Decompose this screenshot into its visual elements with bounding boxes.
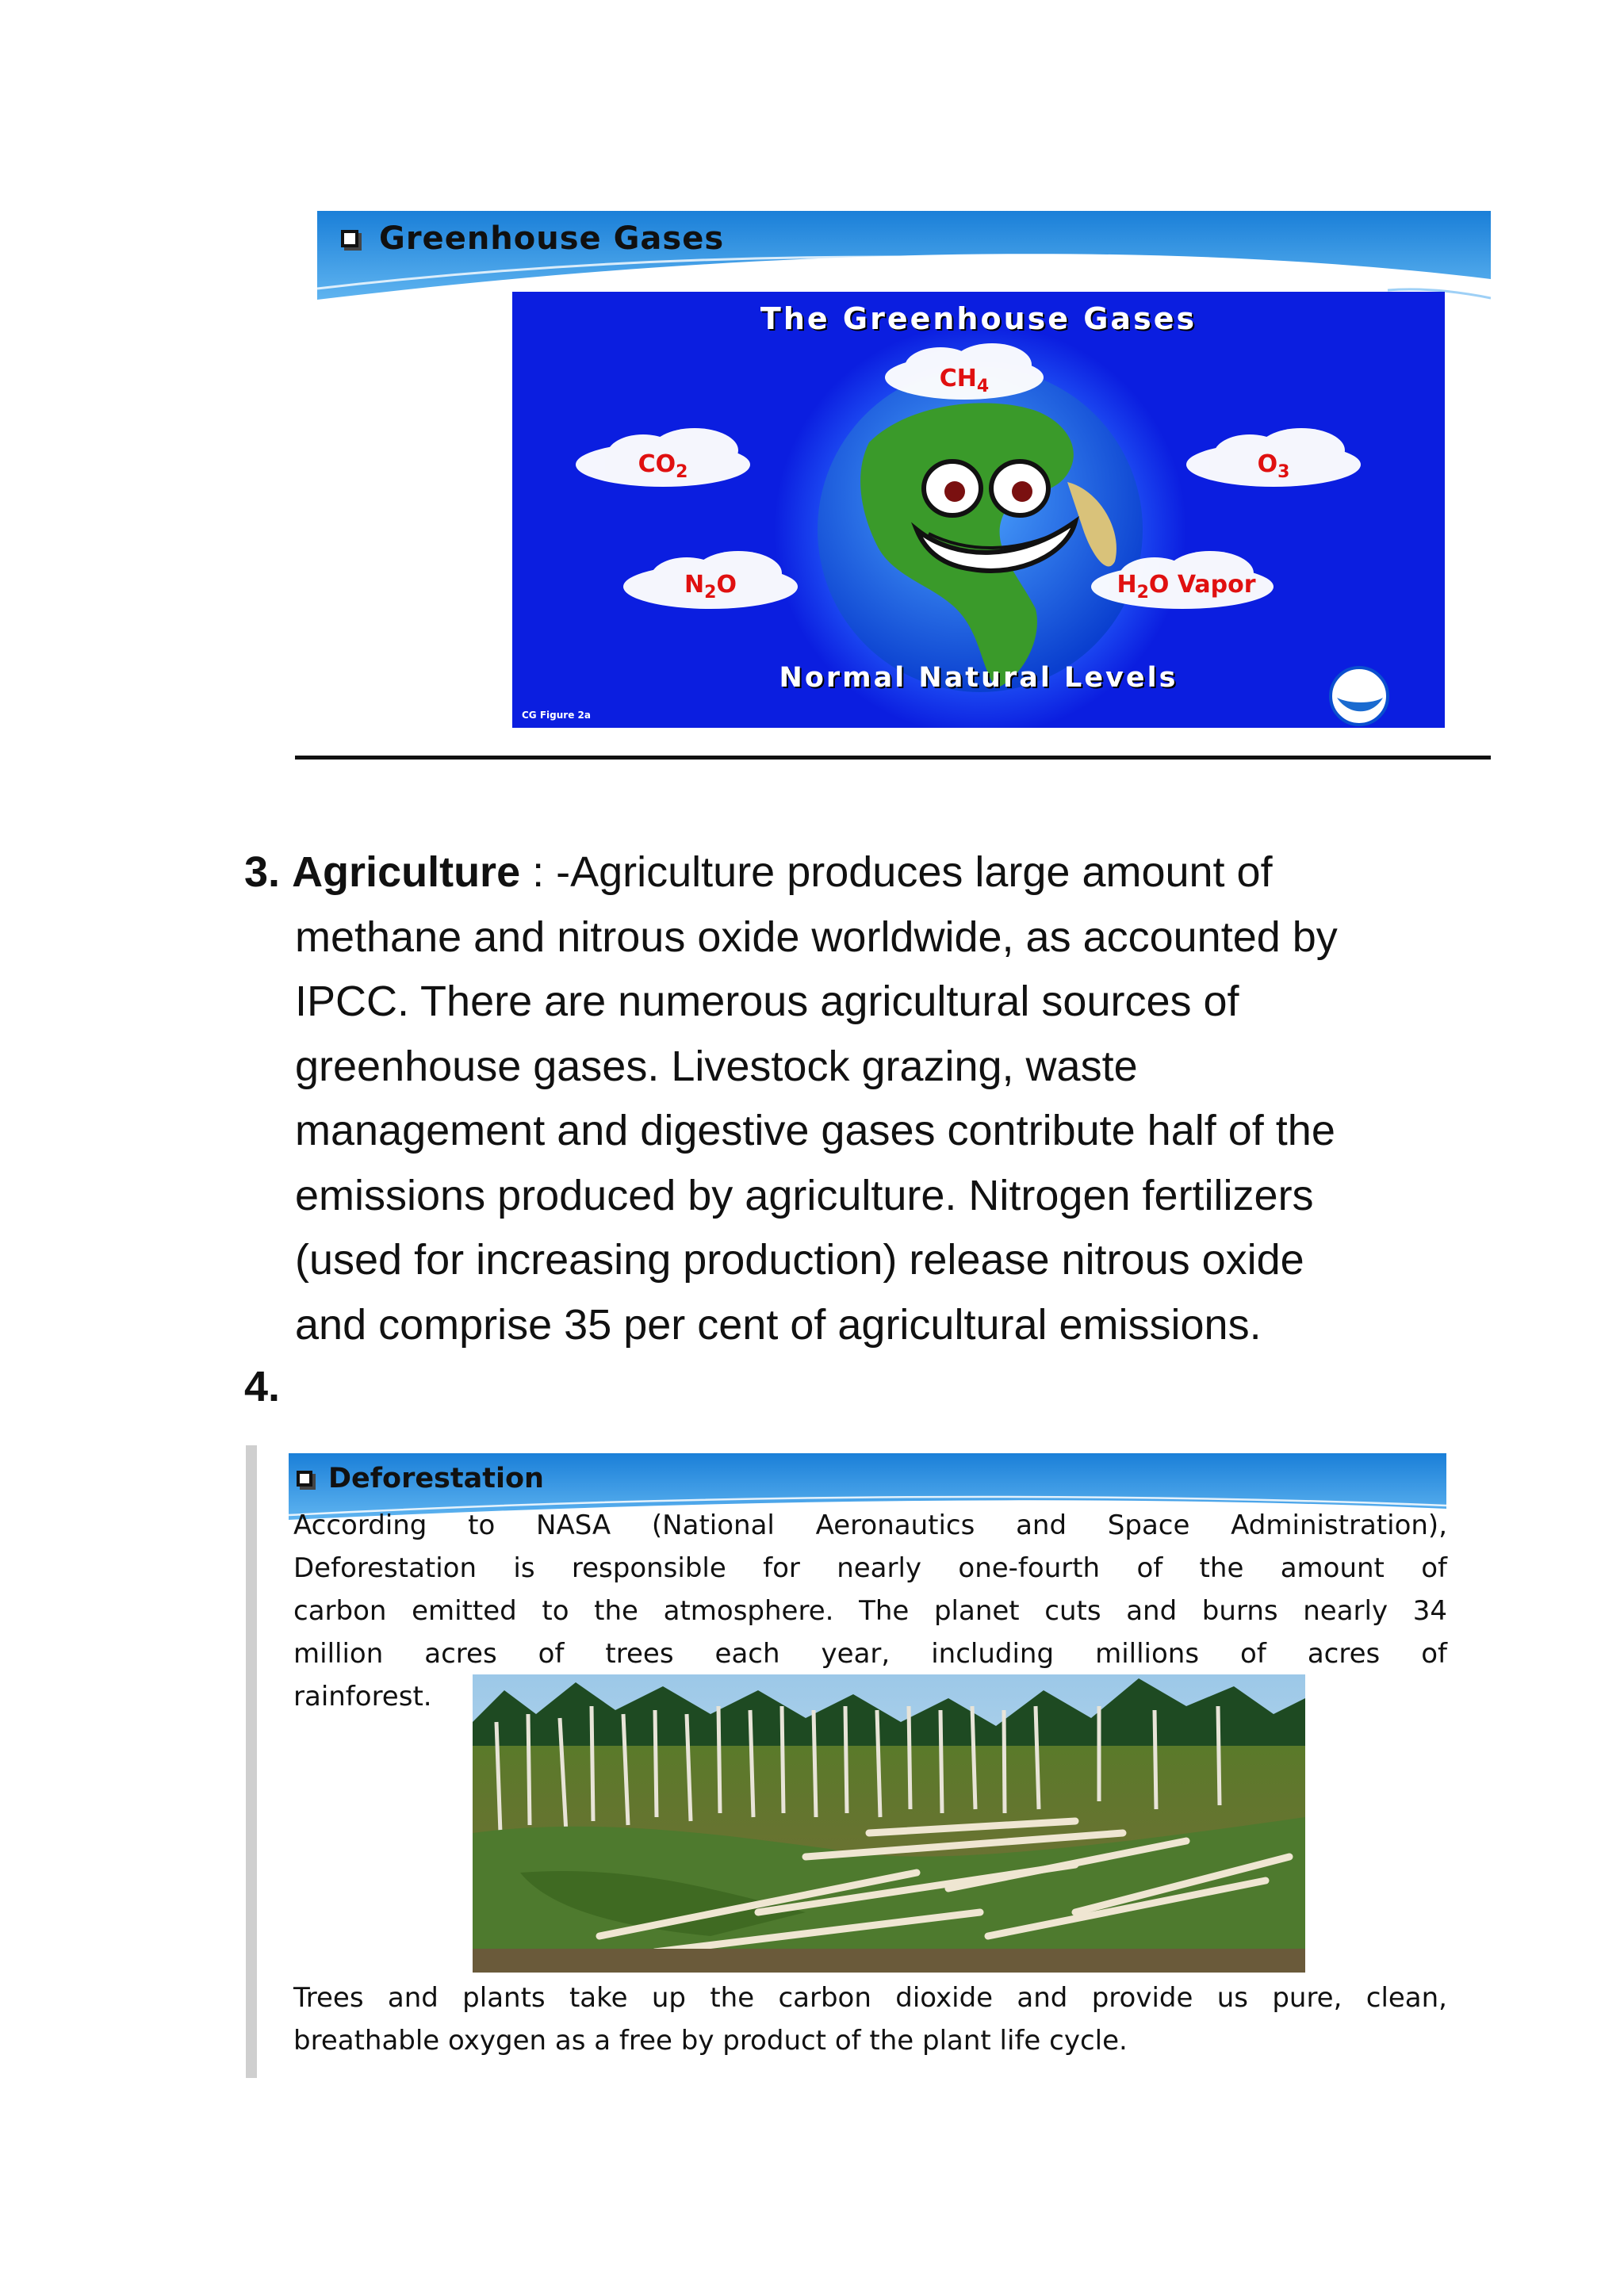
gas-label-o3: $O_3$ xyxy=(1257,450,1290,482)
agriculture-line: emissions produced by agriculture. Nitrogen fertilizers xyxy=(295,1171,1314,1219)
agriculture-line: management and digestive gases contribute half of the xyxy=(295,1107,1335,1154)
deforestation-line: million acres of trees each year, including millions of acres of xyxy=(293,1638,1447,1670)
agriculture-line: IPCC. There are numerous agricultural sources of xyxy=(295,978,1239,1025)
checkbox-bullet-icon xyxy=(297,1471,312,1487)
gas-label-ch4: $CH_4$ xyxy=(939,365,990,396)
deforestation-section-title: Deforestation xyxy=(297,1463,544,1494)
figure-credit: CG Figure 2a xyxy=(522,710,591,721)
figure-title: The Greenhouse Gases xyxy=(760,301,1197,336)
agriculture-label: Agriculture xyxy=(292,848,521,896)
deforestation-line: rainforest. xyxy=(293,1681,432,1712)
greenhouse-section-title: Greenhouse Gases xyxy=(341,220,724,257)
caption-line: Trees and plants take up the carbon dioxide and provide us pure, clean, xyxy=(293,1982,1447,2014)
deforestation-photo xyxy=(473,1674,1305,1973)
agriculture-line: and comprise 35 per cent of agricultural emissions. xyxy=(295,1300,1262,1349)
deforestation-side-bar xyxy=(246,1445,257,2078)
agriculture-line: 3. Agriculture : -Agriculture produces large amount of xyxy=(244,848,1273,896)
gas-label-n2o: $N_2O$ xyxy=(684,571,737,603)
figure-footer: Normal Natural Levels xyxy=(779,662,1178,694)
horizontal-rule xyxy=(295,756,1491,760)
gas-label-co2: $CO_2$ xyxy=(638,450,688,482)
deforestation-line: According to NASA (National Aeronautics and Space Administration), xyxy=(293,1510,1447,1541)
deforestation-line: carbon emitted to the atmosphere. The planet cuts and burns nearly 34 xyxy=(293,1595,1447,1627)
agriculture-line: greenhouse gases. Livestock grazing, waste xyxy=(295,1042,1138,1090)
gas-label-h2o-vapor: $H_2O$ Vapor xyxy=(1116,571,1256,603)
deforestation-caption xyxy=(293,1976,1447,2062)
checkbox-bullet-icon xyxy=(341,230,358,247)
item-4-number: 4. xyxy=(244,1363,281,1410)
agriculture-line: methane and nitrous oxide worldwide, as accounted by xyxy=(295,913,1338,961)
caption-line: breathable oxygen as a free by product of the plant life cycle. xyxy=(293,2025,1128,2057)
agriculture-paragraph xyxy=(244,840,1481,1357)
greenhouse-gases-figure xyxy=(512,292,1445,728)
agriculture-line: (used for increasing production) release nitrous oxide xyxy=(295,1236,1304,1284)
deforestation-line: Deforestation is responsible for nearly one-fourth of the amount of xyxy=(293,1552,1447,1584)
